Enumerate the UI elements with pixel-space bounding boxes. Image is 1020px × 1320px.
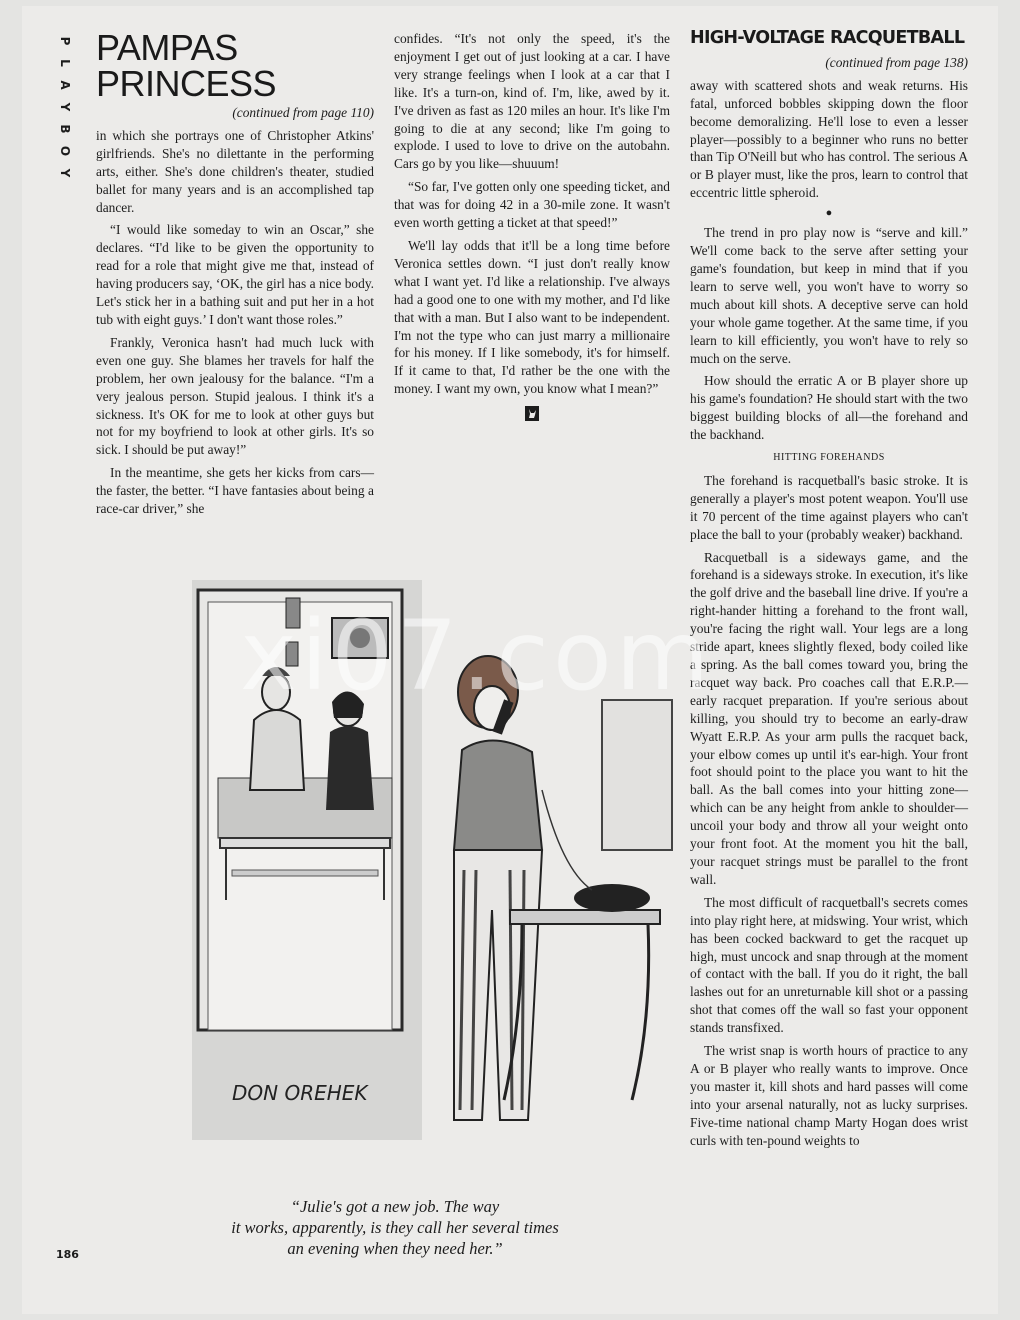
cartoon-window [602, 700, 672, 850]
article-paragraph: The most difficult of racquetball's secrets comes into play right here, at midswing. Your wrist, which has been cocked backward to get the racquet up high, must uncock and snap through at the moment of contact with the ball. If you do it right, the ball lashes out for an unreturnable kill shot or a passing shot that comes off the wall so fast your opponent stands transfixed. [690, 894, 968, 1036]
article-paragraph: The forehand is racquetball's basic stroke. It is generally a player's most potent weapon. You'll use it 70 percent of the time against players who can't place the ball to your (probably weaker) backhand. [690, 472, 968, 542]
article1-column-2 [394, 30, 670, 421]
cartoon-signature: DON ORЕHEK [232, 1081, 368, 1105]
side-label-letter: A [58, 80, 72, 90]
cartoon-woman-phone [454, 656, 542, 1120]
article-paragraph: How should the erratic A or B player shore up his game's foundation? He should start with the two biggest building blocks of all—the forehand and the backhand. [690, 373, 968, 443]
side-label-letter: O [58, 145, 72, 157]
magazine-side-label [58, 30, 72, 184]
article2-title: HIGH-VOLTAGE RACQUETBALL [690, 28, 965, 48]
side-label-letter: L [58, 59, 72, 67]
article-paragraph: The wrist snap is worth hours of practice to any A or B player who really wants to improve. Once you master it, kill shots and hard passes will come into your arsenal naturally, not as lucky surprises. Five-time national champ Marty Hogan does wrist curls with ten-pound weights to [690, 1043, 968, 1148]
article-paragraph: confides. “It's not only the speed, it's the enjoyment I get out of just looking at a car. I have very strange feelings when I look at a car that I like. It's a turn-on, kind of. I'm, like, awed by it. I've driven as fast as 120 miles an hour. It's like I'm going to die at any second; like I'm going to explode. I used to love to drive on the autobahn. Cars go by you like—shuuum! [394, 31, 670, 172]
article-paragraph: in which she portrays one of Christopher Atkins' girlfriends. She's no dilettante in the performing arts, either. She's done children's theater, studied ballet for many years and is an accomplished tap dancer. [96, 127, 374, 215]
cartoon-coffee-table [220, 838, 390, 848]
article2-continued-note: (continued from page 138) [825, 54, 968, 70]
page-number: 186 [56, 1248, 79, 1261]
article-paragraph: Racquetball is a sideways game, and the forehand is a sideways stroke. In execution, it's like the golf drive and the baseball line drive. If you're a right-hander hitting a forehand to the front wall, you're facing the right wall. Your legs are a long stride apart, knees slightly flexed, body coiled like a spring. As the ball comes toward you, bring the racquet way back. Pro coaches call that E.R.P.—early racquet preparation. If you're serious about killing, you should try to become an early-draw Wyatt E.R.P. As your arm pulls the racquet back, your elbow comes up until it's ear-high. Your front foot should point to the place you want to hit the ball. As the ball comes into your hitting zone—which can be any height from ankle to shoulder—uncoil your body and throw all your weight onto your front foot. At the moment you hit the ball, your racquet strings must be parallel to the front wall. [690, 549, 968, 887]
side-label-letter: Y [58, 102, 72, 112]
article-paragraph: away with scattered shots and weak returns. His fatal, unforced bobbles skipping down the floor become demoralizing. He'll lose to even a lesser player—possibly to a beginner who runs no better than Tip O'Neill but who has control. The serious A or B player must, like the pros, learn to control that eccentric little spheroid. [690, 77, 968, 201]
article1-column-1 [96, 27, 374, 523]
side-label-letter: Y [58, 168, 72, 178]
side-label-letter: P [58, 36, 72, 46]
article-paragraph: The trend in pro play now is “serve and kill.” We'll come back to the serve after setting your game's foundation, but keep in mind that if you learn to serve well, you won't have to worry so much about kill shots. A deceptive serve can hold your whole game together. At the same time, if you learn to kill efficiently, you won't have to rely so much on the serve. [690, 225, 968, 366]
cartoon-illustration [192, 580, 680, 1180]
cartoon-woman-left [262, 674, 290, 710]
section-bullet: ● [825, 207, 833, 220]
article-paragraph: “I would like someday to win an Oscar,” she declares. “I'd like to be given the opportunity to read for a role that might give me that, instead of having producers say, ‘OK, the girl has a nice body. Let's stick her in a bathing suit and put her in a hot tub with eight guys.’ I don't want those roles.” [96, 222, 374, 327]
article1-title: PAMPAS PRINCESS [96, 27, 277, 104]
article1-continued-note: (continued from page 110) [232, 105, 374, 120]
watermark-text: xi07.com [240, 600, 714, 712]
section-subhead: HITTING FOREHANDS [773, 452, 885, 464]
article-paragraph: In the meantime, she gets her kicks from cars—the faster, the better. “I have fantasies about being a race-car driver,” she [96, 465, 374, 517]
cartoon-caption [160, 1196, 630, 1259]
article-paragraph: Frankly, Veronica hasn't had much luck with even one guy. She blames her travels for half the problem, her own jealousy for the balance. “I'm a very jealous person. Stupid jealous. I think it's a sickness. It's OK for me to look at other guys but not for my boyfriend to look at other girls. It's so sick. I should be put away!” [96, 334, 374, 458]
cartoon-phone-table [510, 910, 660, 924]
side-label-letter: B [58, 124, 72, 134]
rabbit-head-end-mark-icon [525, 406, 539, 421]
caption-line: it works, apparently, is they call her several times [231, 1218, 559, 1237]
cartoon-picture-frame [286, 598, 300, 628]
article-paragraph: “So far, I've gotten only one speeding ticket, and that was for doing 42 in a 30-mile zone. It wasn't even worth getting a ticket at that speed!” [394, 179, 670, 231]
cartoon-telephone [574, 884, 650, 912]
article2-column [690, 30, 968, 1154]
article-paragraph: We'll lay odds that it'll be a long time before Veronica settles down. “I just don't really know what I want yet. I'd like a relationship. I've always had a good one to one with my mother, and I'd like that with a man. But I also want to be independent. I'm not the type who can just marry a millionaire for his money. If I like somebody, it's for himself. If it came to that, I'd rather be the one with the money. I want my own, you know what I mean?” [394, 237, 670, 397]
caption-line: “Julie's got a new job. The way [290, 1197, 500, 1216]
side-label-text [58, 30, 72, 184]
caption-line: an evening when they need her.” [287, 1239, 503, 1258]
